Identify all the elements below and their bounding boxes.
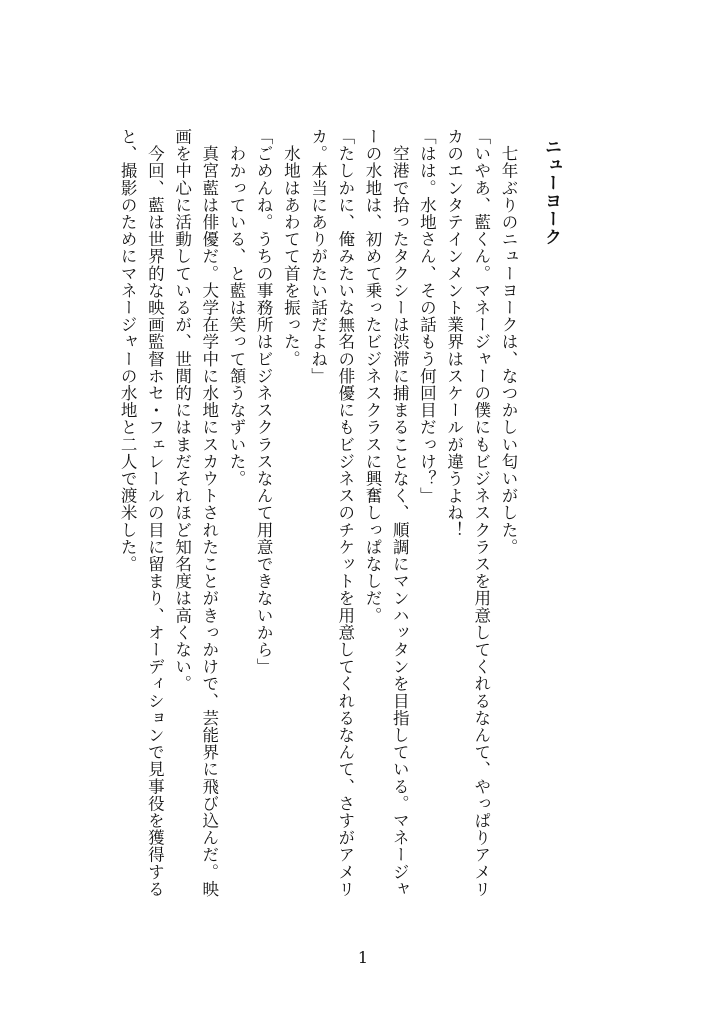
paragraph: 真宮藍は俳優だ。大学在学中に水地にスカウトされたことがきっかけで、芸能界に飛び込んだ。映画を中心に活動しているが、世間的にはまだそれほど知名度は高くない。 <box>172 128 219 898</box>
body-text <box>114 128 568 908</box>
paragraph: 空港で拾ったタクシーは渋滞に捕まることなく、順調にマンハッタンを目指している。マネージャーの水地は、初めて乗ったビジネスクラスに興奮しっぱなしだ。 <box>362 128 410 898</box>
paragraph: 「はは。水地さん、その話もう何回目だっけ？」 <box>417 128 437 505</box>
paragraph: わかっている、と藍は笑って頷うなずいた。 <box>226 128 246 488</box>
paragraph: 水地はあわてて首を振った。 <box>281 128 301 368</box>
paragraph: 七年ぶりのニューヨークは、なつかしい匂いがした。 <box>499 128 518 556</box>
paragraph: 今回、藍は世界的な映画監督ホセ・フェレールの目に留まり、オーディションで見事役を獲得すると、撮影のためにマネージャーの水地と二人で渡米した。 <box>118 128 165 898</box>
paragraph: 「ごめんね。うちの事務所はビジネスクラスなんて用意できないから」 <box>254 128 274 676</box>
paragraph: 「たしかに、俺みたいな無名の俳優にもビジネスのチケットを用意してくれるなんて、さすがアメリカ。本当にありがたい話だよね」 <box>308 128 355 898</box>
page-number: 1 <box>357 948 369 967</box>
paragraph: 「いやあ、藍くん。マネージャーの僕にもビジネスクラスを用意してくれるなんて、やっぱりアメリカのエンタテインメント業界はスケールが違うよね！ <box>444 128 491 898</box>
chapter-title: ニューヨーク <box>541 138 561 246</box>
